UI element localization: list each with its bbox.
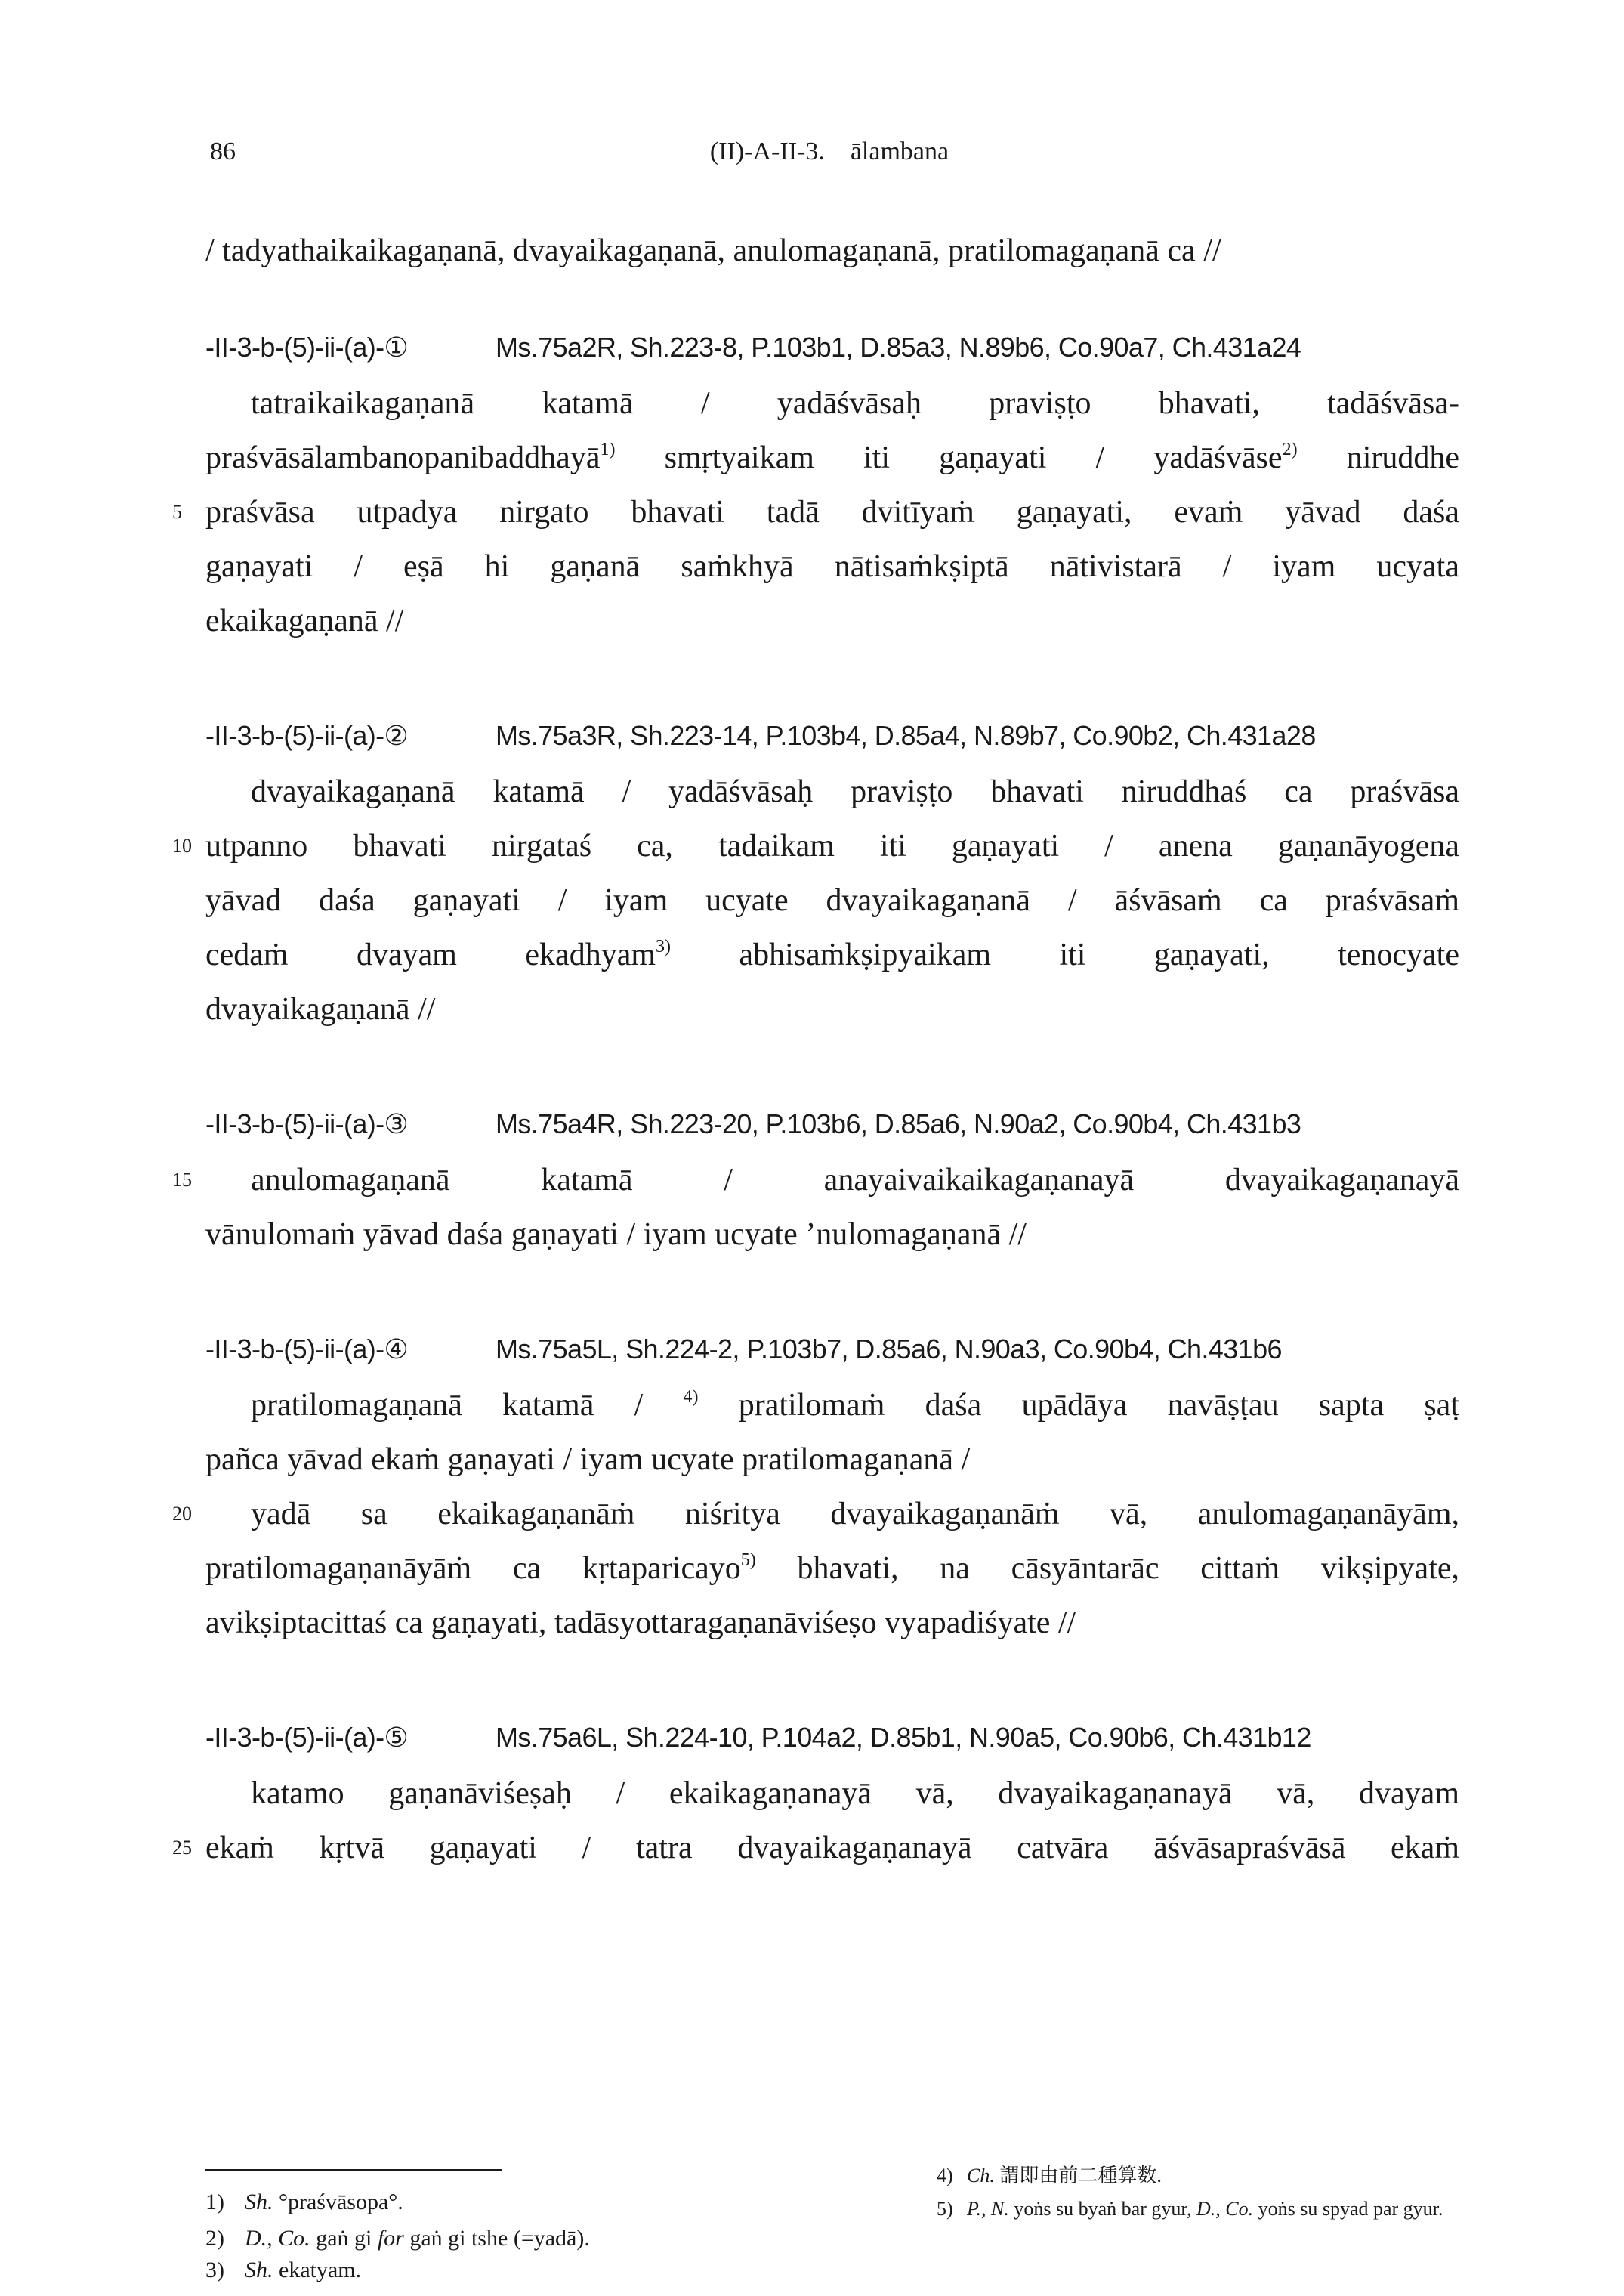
- section-id: -II-3-b-(5)-ii-(a)-②: [205, 720, 409, 751]
- text-line: dvayaikagaṇanā katamā / yadāśvāsaḥ praviṣṭo bhavati niruddhaś ca praśvāsa: [251, 774, 1459, 809]
- section-sources: Ms.75a3R, Sh.223-14, P.103b4, D.85a4, N.89b7, Co.90b2, Ch.431a28: [496, 720, 1316, 751]
- footnote-marker: 5): [740, 1550, 756, 1570]
- section-reference: [205, 325, 1384, 370]
- footnote: 4) Ch. 謂即由前二種算数.: [937, 2165, 1162, 2186]
- footnote-rule: [205, 2169, 502, 2171]
- footnote-marker: 3): [656, 937, 671, 956]
- footnote: 5) P., N. yoṅs su byaṅ bar gyur, D., Co. yoṅs su spyad par gyur.: [937, 2198, 1443, 2220]
- text-line: pañca yāvad ekaṁ gaṇayati / iyam ucyate pratilomagaṇanā /: [205, 1442, 971, 1477]
- section-id: -II-3-b-(5)-ii-(a)-①: [205, 332, 409, 363]
- line-number: 25: [172, 1837, 192, 1859]
- section-reference: [205, 1102, 1384, 1147]
- section-sources: Ms.75a5L, Sh.224-2, P.103b7, D.85a6, N.90a3, Co.90b4, Ch.431b6: [496, 1333, 1282, 1364]
- footnote: 2) D., Co. gaṅ gi for gaṅ gi tshe (=yadā).: [205, 2226, 590, 2251]
- section-reference: [205, 1327, 1384, 1372]
- text-line: katamo gaṇanāviśeṣaḥ / ekaikagaṇanayā vā, dvayaikagaṇanayā vā, dvayam: [251, 1776, 1459, 1811]
- running-title: (II)-A-II-3. ālambana: [709, 138, 949, 165]
- text-line: ekaikagaṇanā //: [205, 604, 404, 638]
- text-line: 15 anulomagaṇanā katamā / anayaivaikaikagaṇanayā dvayaikagaṇanayā: [251, 1153, 1459, 1207]
- text-line: tatraikaikagaṇanā katamā / yadāśvāsaḥ praviṣṭo bhavati, tadāśvāsa-: [251, 386, 1459, 421]
- footnote-marker: 4): [683, 1387, 699, 1407]
- section-reference: [205, 1715, 1384, 1760]
- opening-line: / tadyathaikaikagaṇanā, dvayaikagaṇanā, anulomagaṇanā, pratilomagaṇanā ca //: [205, 233, 1221, 268]
- section-id: -II-3-b-(5)-ii-(a)-⑤: [205, 1722, 409, 1753]
- text-line: gaṇayati / eṣā hi gaṇanā saṁkhyā nātisaṁkṣiptā nātivistarā / iyam ucyata: [205, 549, 1459, 584]
- text-line: yāvad daśa gaṇayati / iyam ucyate dvayaikagaṇanā / āśvāsaṁ ca praśvāsaṁ: [205, 883, 1459, 918]
- footnote: 1) Sh. °praśvāsopa°.: [205, 2189, 403, 2214]
- footnote-marker: 2): [1282, 440, 1298, 459]
- text-line: 10 utpanno bhavati nirgataś ca, tadaikam iti gaṇayati / anena gaṇanāyogena: [205, 819, 1459, 873]
- text-line: vānulomaṁ yāvad daśa gaṇayati / iyam ucyate ’nulomagaṇanā //: [205, 1217, 1027, 1252]
- page-number: 86: [210, 138, 236, 165]
- line-number: 20: [172, 1503, 192, 1525]
- text-line: pratilomagaṇanā katamā / $^{4)}$ pratilomaṁ daśa upādāya navāṣṭau sapta ṣaṭ: [251, 1387, 1459, 1423]
- section-sources: Ms.75a2R, Sh.223-8, P.103b1, D.85a3, N.89b6, Co.90a7, Ch.431a24: [496, 332, 1301, 363]
- text-line: 25 ekaṁ kṛtvā gaṇayati / tatra dvayaikagaṇanayā catvāra āśvāsapraśvāsā ekaṁ: [205, 1821, 1459, 1875]
- text-line: pratilomagaṇanāyāṁ ca kṛtaparicayo$^{5)}$ bhavati, na cāsyāntarāc cittaṁ vikṣipyate,: [205, 1550, 1459, 1586]
- text-line: praśvāsālambanopanibaddhayā$^{1)}$ smṛtyaikam iti gaṇayati / yadāśvāse$^{2)}$ niruddhe: [205, 440, 1459, 475]
- text-line: avikṣiptacittaś ca gaṇayati, tadāsyottaragaṇanāviśeṣo vyapadiśyate //: [205, 1605, 1076, 1640]
- text-line: dvayaikagaṇanā //: [205, 992, 436, 1027]
- section-id: -II-3-b-(5)-ii-(a)-③: [205, 1108, 409, 1139]
- line-number: 5: [172, 501, 182, 523]
- footnote-marker: 1): [600, 440, 616, 459]
- text-line: 20 yadā sa ekaikagaṇanāṁ niśritya dvayaikagaṇanāṁ vā, anulomagaṇanāyām,: [251, 1487, 1459, 1541]
- section-sources: Ms.75a6L, Sh.224-10, P.104a2, D.85b1, N.90a5, Co.90b6, Ch.431b12: [496, 1722, 1311, 1753]
- section-reference: [205, 713, 1384, 759]
- footnote: 3) Sh. ekatyam.: [205, 2257, 362, 2282]
- section-id: -II-3-b-(5)-ii-(a)-④: [205, 1333, 409, 1364]
- page-header: [210, 138, 1449, 180]
- section-sources: Ms.75a4R, Sh.223-20, P.103b6, D.85a6, N.90a2, Co.90b4, Ch.431b3: [496, 1108, 1301, 1139]
- line-number: 15: [172, 1169, 192, 1191]
- text-line: cedaṁ dvayam ekadhyam$^{3)}$ abhisaṁkṣipyaikam iti gaṇayati, tenocyate: [205, 937, 1459, 972]
- text-line: 5 praśvāsa utpadya nirgato bhavati tadā dvitīyaṁ gaṇayati, evaṁ yāvad daśa: [205, 485, 1459, 539]
- line-number: 10: [172, 835, 192, 857]
